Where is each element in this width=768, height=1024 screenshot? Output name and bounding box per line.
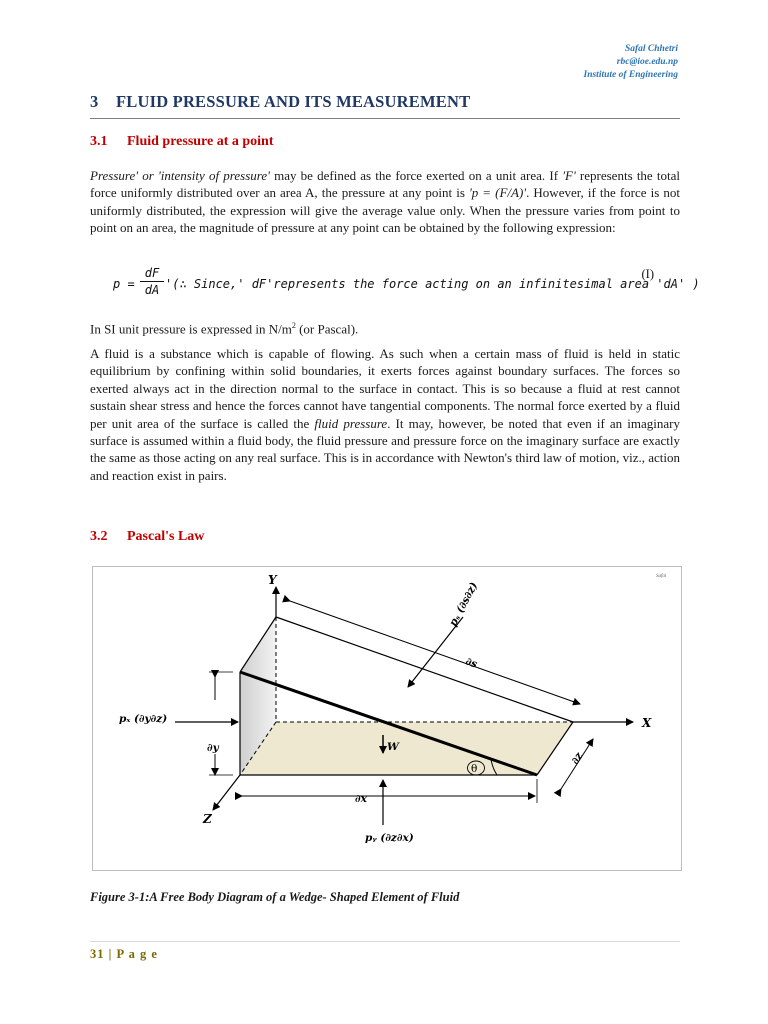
chapter-number: 3 bbox=[90, 92, 99, 111]
paragraph-fluid-pressure bbox=[90, 345, 680, 484]
dy-label: ∂y bbox=[207, 742, 219, 754]
chapter-heading bbox=[90, 92, 680, 119]
dx-label: ∂x bbox=[355, 793, 367, 805]
equation-explanation: '(∴ Since,' dF'represents the force acting on an infinitesimal area 'dA' ) bbox=[165, 277, 700, 291]
section-title: Fluid pressure at a point bbox=[127, 134, 274, 149]
section-title: Pascal's Law bbox=[127, 529, 205, 544]
page-number: 31 bbox=[90, 947, 105, 961]
text-run: . It may, however, be noted that even if an imaginary surface is assumed within a fluid body, the fluid pressure and pressure force on the imaginary surface are exactly the same as those acting on any real surface. This is in accordance with Newton's third law of motion, viz., action and reaction exist in pairs. bbox=[90, 415, 680, 483]
x-axis-label: X bbox=[642, 716, 652, 730]
text-run: (or Pascal). bbox=[295, 321, 359, 337]
section-number: 3.1 bbox=[90, 134, 108, 149]
fraction-denominator: dA bbox=[144, 283, 160, 297]
ds-label: ∂s bbox=[464, 655, 479, 671]
equation-lhs: p = bbox=[113, 277, 135, 291]
ps-force-label: pₛ (∂s∂z) bbox=[447, 580, 481, 629]
symbol-F: 'F' bbox=[562, 168, 576, 183]
dz-label: ∂z bbox=[569, 750, 586, 767]
section-heading-3-2 bbox=[90, 529, 204, 545]
text-run: . However, if the force is not uniformly distributed, the expression will give the average value only. When the pressure varies from point to point on an area, the magnitude of pressure at any point can be obtained by the following expression: bbox=[90, 185, 680, 236]
term-fluid-pressure: fluid pressure bbox=[314, 415, 388, 431]
page-footer bbox=[90, 941, 680, 962]
figure-caption: Figure 3-1:A Free Body Diagram of a Wedge- Shaped Element of Fluid bbox=[90, 890, 460, 904]
z-axis-label: Z bbox=[203, 812, 212, 826]
text-run: represents the total force uniformly distributed over an area A, the pressure at any point is bbox=[90, 168, 680, 201]
wedge-diagram-svg bbox=[93, 567, 681, 870]
py-force-label: pᵧ (∂z∂x) bbox=[365, 832, 414, 844]
superscript: 2 bbox=[291, 321, 296, 330]
page-header bbox=[584, 43, 679, 82]
formula-inline: 'p = (F/A)' bbox=[468, 185, 527, 201]
figure-watermark: Safal bbox=[656, 574, 667, 579]
page-label: | P a g e bbox=[108, 947, 158, 961]
text-run: A fluid is a substance which is capable of flowing. As such when a certain mass of fluid is held in static equilibrium by confining within solid boundaries, it exerts forces against boundary surfaces. The forces so exerted always act in the direction normal to the surface in contact. This is so because a fluid at rest cannot sustain shear stress and hence the forces cannot have tangential components. The normal force exerted by a fluid per unit area of the surface is called the bbox=[90, 346, 680, 431]
y-axis-label: Y bbox=[268, 573, 277, 587]
equation-fraction bbox=[140, 265, 164, 298]
paragraph-si-unit bbox=[90, 317, 680, 338]
weight-label: W bbox=[387, 741, 399, 753]
equation-pressure bbox=[113, 265, 700, 305]
author-email: rbc@ioe.edu.np bbox=[616, 57, 678, 67]
fraction-numerator: dF bbox=[140, 265, 164, 282]
z-axis-arrow bbox=[213, 775, 240, 810]
paragraph-pressure-definition bbox=[90, 167, 680, 237]
text-run: In SI unit pressure is expressed in N/m bbox=[90, 321, 292, 337]
institute-name: Institute of Engineering bbox=[583, 70, 678, 80]
section-heading-3-1 bbox=[90, 134, 274, 150]
author-name: Safal Chhetri bbox=[624, 44, 678, 54]
theta-label: θ bbox=[471, 763, 478, 775]
text-run: may be defined as the force exerted on a unit area. If bbox=[269, 168, 563, 183]
px-force-label: pₓ (∂y∂z) bbox=[119, 713, 168, 725]
chapter-title: FLUID PRESSURE AND ITS MEASUREMENT bbox=[116, 92, 471, 111]
equation-number: (I) bbox=[641, 267, 654, 281]
term-pressure: Pressure' or 'intensity of pressure' bbox=[90, 168, 270, 183]
figure-wedge-diagram bbox=[92, 566, 682, 871]
section-number: 3.2 bbox=[90, 529, 108, 544]
